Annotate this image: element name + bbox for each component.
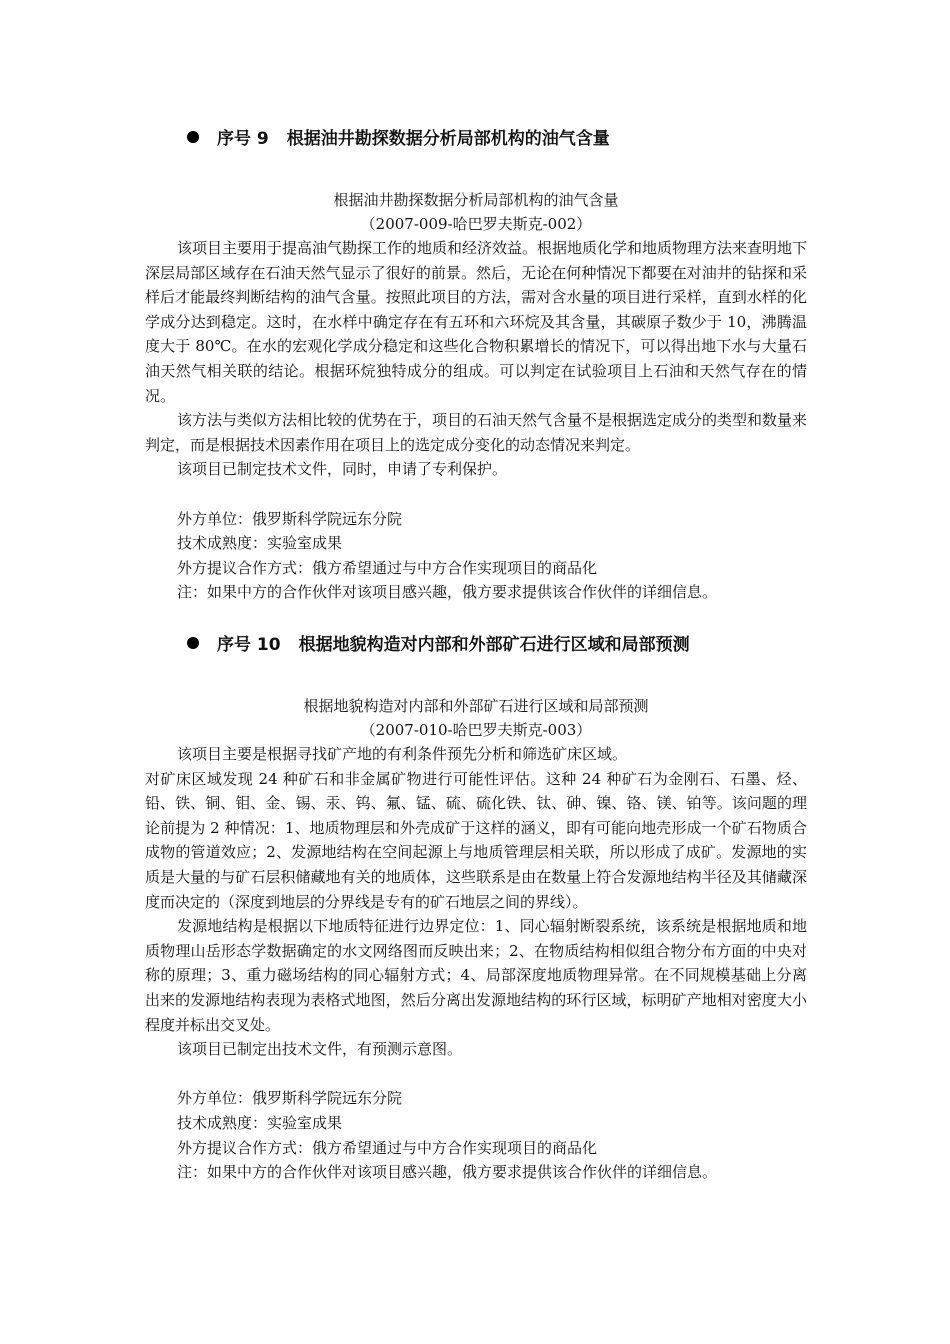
partner-line: 外方单位：俄罗斯科学院远东分院 xyxy=(177,1089,403,1108)
section-heading-9 xyxy=(187,124,610,154)
note-line: 注：如果中方的合作伙伴对该项目感兴趣，俄方要求提供该合作伙伴的详细信息。 xyxy=(177,1163,718,1182)
bullet-icon xyxy=(187,131,199,143)
note-line: 注：如果中方的合作伙伴对该项目感兴趣，俄方要求提供该合作伙伴的详细信息。 xyxy=(177,583,718,602)
paragraph: 对矿床区域发现 24 种矿石和非金属矿物进行可能性评估。这种 24 种矿石为金刚石、石墨、烃、铅、铁、铜、钼、金、锡、汞、钨、氟、锰、硫、硫化铁、钛、砷、镍、铬、镁、铂等。该问题的理论前提为 2 种情况：1、地质物理层和外壳成矿于这样的涵义，即有可能向地壳形成一个矿石物质合成物的管道效应；2、发源地结构在空间起源上与地质管理层相关联，所以形成了成矿。发源地的实质是大量的与矿石层积储藏地有关的地质体，这些联系是由在数量上符合发源地结构半径及其储藏深度而决定的（深度到地层的分界线是专有的矿石地层之间的界线）。 xyxy=(145,769,807,911)
paragraph: 该项目已制定技术文件，同时，申请了专利保护。 xyxy=(177,460,508,479)
paragraph: 发源地结构是根据以下地质特征进行边界定位：1、同心辐射断裂系统，该系统是根据地质和地质物理山岳形态学数据确定的水文网络图而反映出来；2、在物质结构相似组合物分布方面的中央对称的原理；3、重力磁场结构的同心辐射方式；4、局部深度地质物理异常。在不同规模基础上分离出来的发源地结构表现为表格式地图，然后分离出发源地结构的环行区域，标明矿产地相对密度大小程度并标出交叉处。 xyxy=(145,917,807,1034)
project-code: （2007-009-哈巴罗夫斯克-002） xyxy=(360,215,592,233)
paragraph: 该项目主要用于提高油气勘探工作的地质和经济效益。根据地质化学和地质物理方法来查明地下深层局部区域存在石油天然气显示了很好的前景。然后，无论在何种情况下都要在对油井的钻探和采样后才能最终判断结构的油气含量。按照此项目的方法，需对含水量的项目进行采样，直到水样的化学成分达到稳定。这时，在水样中确定存在有五环和六环烷及其含量，其碳原子数少于 10，沸腾温度大于 80℃。在水的宏观化学成分稳定和这些化合物积累增长的情况下，可以得出地下水与大量石油天然气相关联的结论。根据环烷独特成分的组成。可以判定在试验项目上石油和天然气存在的情况。 xyxy=(145,239,808,405)
paragraph: 该项目主要是根据寻找矿产地的有利条件预先分析和筛选矿床区域。 xyxy=(177,745,628,763)
project-body-10 xyxy=(145,742,807,1185)
section-number: 序号 9 xyxy=(217,129,269,149)
project-meta xyxy=(145,507,807,605)
project-body-9 xyxy=(145,236,807,605)
paragraph: 该项目已制定出技术文件，有预测示意图。 xyxy=(177,1040,463,1059)
project-title-block-10 xyxy=(145,694,807,742)
project-code: （2007-010-哈巴罗夫斯克-003） xyxy=(360,721,592,739)
bullet-icon xyxy=(187,637,199,649)
partner-line: 外方单位：俄罗斯科学院远东分院 xyxy=(177,509,403,528)
section-heading-10 xyxy=(187,630,690,660)
paragraph: 该方法与类似方法相比较的优势在于，项目的石油天然气含量不是根据选定成分的类型和数量来判定，而是根据技术因素作用在项目上的选定成分变化的动态情况来判定。 xyxy=(145,411,808,454)
project-title: 根据地貌构造对内部和外部矿石进行区域和局部预测 xyxy=(303,697,649,715)
section-heading-text: 根据地貌构造对内部和外部矿石进行区域和局部预测 xyxy=(298,635,690,655)
maturity-line: 技术成熟度：实验室成果 xyxy=(177,534,343,553)
section-heading-text: 根据油井勘探数据分析局部机构的油气含量 xyxy=(286,129,610,149)
section-number: 序号 10 xyxy=(217,635,281,655)
project-title: 根据油井勘探数据分析局部机构的油气含量 xyxy=(333,191,619,209)
maturity-line: 技术成熟度：实验室成果 xyxy=(177,1113,343,1132)
cooperation-line: 外方提议合作方式：俄方希望通过与中方合作实现项目的商品化 xyxy=(177,558,598,577)
project-title-block-9 xyxy=(145,188,807,236)
project-meta xyxy=(145,1086,807,1184)
cooperation-line: 外方提议合作方式：俄方希望通过与中方合作实现项目的商品化 xyxy=(177,1138,598,1157)
